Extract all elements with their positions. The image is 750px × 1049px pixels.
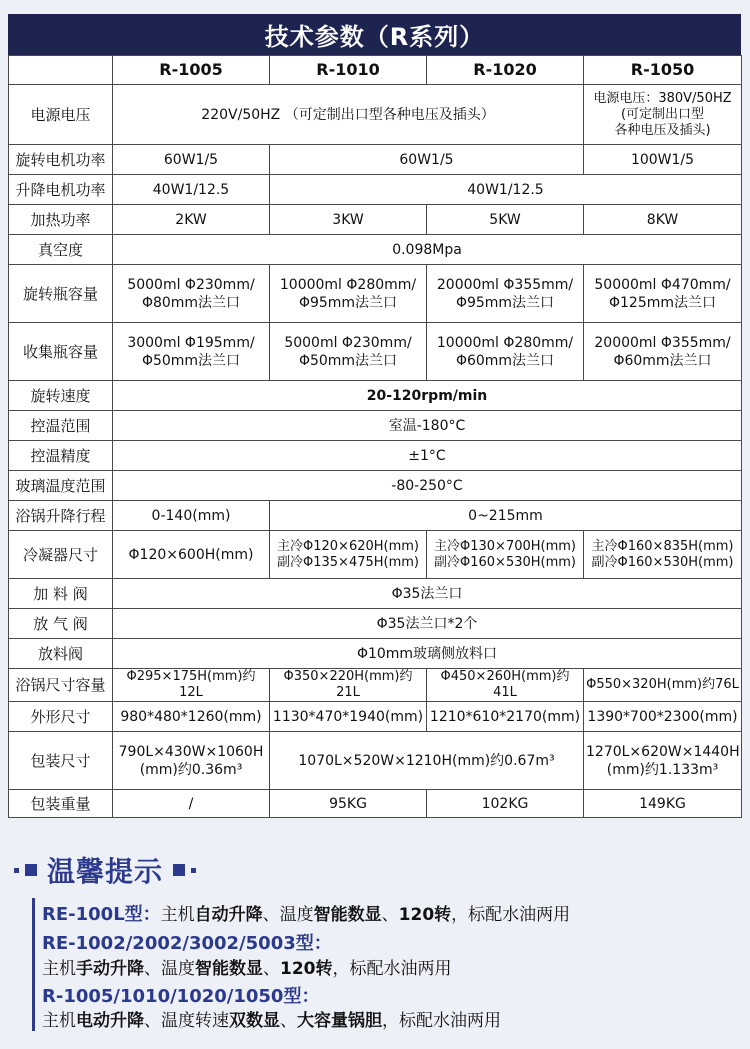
row-label: 电源电压 bbox=[9, 85, 113, 145]
row-label: 真空度 bbox=[9, 235, 113, 265]
table-row bbox=[9, 235, 742, 265]
cell-value bbox=[584, 85, 742, 145]
row-label: 控温精度 bbox=[9, 441, 113, 471]
cell-line: 副冷Φ135×475H(mm) bbox=[277, 554, 419, 570]
table-row bbox=[9, 441, 742, 471]
cell-value bbox=[270, 531, 427, 579]
cell-value: 0~215mm bbox=[270, 501, 742, 531]
table-row bbox=[9, 323, 742, 381]
cell-value: -80-250°C bbox=[113, 471, 742, 501]
table-row bbox=[9, 732, 742, 790]
cell-line: 主冷Φ160×835H(mm) bbox=[591, 538, 734, 554]
row-label: 冷凝器尺寸 bbox=[9, 531, 113, 579]
tips-heading bbox=[14, 852, 196, 888]
tip-text: 、温度 bbox=[262, 905, 314, 925]
tip-text: 、温度 bbox=[144, 959, 195, 979]
cell-value: 1390*700*2300(mm) bbox=[584, 702, 742, 732]
cell-value: 220V/50HZ （可定制出口型各种电压及插头） bbox=[113, 85, 584, 145]
cell-line: 50000ml Φ470mm/ bbox=[594, 276, 731, 293]
cell-line: 1270L×620W×1440H bbox=[586, 743, 740, 760]
cell-value bbox=[113, 323, 270, 381]
cell-line: (mm)约0.36m³ bbox=[139, 761, 243, 778]
row-label: 浴锅尺寸容量 bbox=[9, 669, 113, 702]
cell-value: 8KW bbox=[584, 205, 742, 235]
table-row bbox=[9, 175, 742, 205]
row-label: 包装重量 bbox=[9, 790, 113, 818]
cell-value: 60W1/5 bbox=[113, 145, 270, 175]
tip-note bbox=[42, 1006, 501, 1031]
cell-value bbox=[584, 323, 742, 381]
row-label: 加 料 阀 bbox=[9, 579, 113, 609]
cell-line: (mm)约1.133m³ bbox=[606, 761, 719, 778]
cell-value bbox=[113, 732, 270, 790]
cell-value: Φ35法兰口 bbox=[113, 579, 742, 609]
tip-text: ，标配水油两用 bbox=[332, 959, 452, 979]
cell-value: Φ450×260H(mm)约41L bbox=[427, 669, 584, 702]
tip-note bbox=[42, 982, 319, 1008]
spec-table bbox=[8, 55, 742, 818]
tip-bold: 手动升降 bbox=[76, 959, 144, 979]
cell-value: 0-140(mm) bbox=[113, 501, 270, 531]
cell-line: Φ60mm法兰口 bbox=[613, 352, 712, 369]
table-row bbox=[9, 609, 742, 639]
tip-bold: 智能数显 bbox=[313, 905, 382, 925]
table-row bbox=[9, 85, 742, 145]
table-row bbox=[9, 145, 742, 175]
tip-text: ，标配水油两用 bbox=[451, 905, 571, 925]
cell-line: 20000ml Φ355mm/ bbox=[436, 276, 574, 293]
row-label: 包装尺寸 bbox=[9, 732, 113, 790]
cell-value: Φ295×175H(mm)约12L bbox=[113, 669, 270, 702]
tip-model: RE-1002/2002/3002/5003型： bbox=[42, 933, 332, 954]
table-row bbox=[9, 531, 742, 579]
cell-line: 副冷Φ160×530H(mm) bbox=[591, 554, 734, 570]
table-row bbox=[9, 669, 742, 702]
header-cell: R-1020 bbox=[427, 56, 584, 85]
row-label: 旋转速度 bbox=[9, 381, 113, 411]
table-row bbox=[9, 471, 742, 501]
cell-line: 主冷Φ130×700H(mm) bbox=[434, 538, 576, 554]
bullet-square-icon bbox=[14, 868, 19, 873]
cell-value: 0.098Mpa bbox=[113, 235, 742, 265]
cell-value bbox=[270, 323, 427, 381]
cell-value bbox=[427, 531, 584, 579]
tip-note bbox=[42, 900, 570, 926]
cell-value bbox=[270, 265, 427, 323]
table-title: 技术参数（R系列） bbox=[8, 14, 741, 55]
cell-value: 40W1/12.5 bbox=[270, 175, 742, 205]
cell-line: 电源电压：380V/50HZ bbox=[593, 90, 732, 106]
cell-line: 790L×430W×1060H bbox=[118, 743, 264, 760]
cell-line: Φ60mm法兰口 bbox=[455, 352, 555, 369]
cell-line: Φ50mm法兰口 bbox=[141, 352, 241, 369]
row-label: 旋转瓶容量 bbox=[9, 265, 113, 323]
cell-value: 室温-180°C bbox=[113, 411, 742, 441]
row-label: 收集瓶容量 bbox=[9, 323, 113, 381]
row-label: 加热功率 bbox=[9, 205, 113, 235]
cell-line: Φ95mm法兰口 bbox=[455, 294, 555, 311]
cell-value: 5KW bbox=[427, 205, 584, 235]
tip-text: 、 bbox=[280, 1011, 297, 1031]
cell-value bbox=[427, 323, 584, 381]
tip-note bbox=[42, 929, 332, 955]
row-label: 控温范围 bbox=[9, 411, 113, 441]
tip-text: 、温度转速 bbox=[144, 1011, 229, 1031]
cell-line: 副冷Φ160×530H(mm) bbox=[434, 554, 576, 570]
tip-bold: 120转 bbox=[280, 959, 333, 979]
row-label: 旋转电机功率 bbox=[9, 145, 113, 175]
cell-value: 102KG bbox=[427, 790, 584, 818]
cell-value: 20-120rpm/min bbox=[113, 381, 742, 411]
row-label: 玻璃温度范围 bbox=[9, 471, 113, 501]
cell-line: 10000ml Φ280mm/ bbox=[279, 276, 417, 293]
tip-bold: 120转 bbox=[398, 905, 452, 925]
notes-accent-bar bbox=[32, 898, 35, 1031]
cell-value bbox=[584, 265, 742, 323]
row-label: 浴锅升降行程 bbox=[9, 501, 113, 531]
cell-value: 980*480*1260(mm) bbox=[113, 702, 270, 732]
cell-value: / bbox=[113, 790, 270, 818]
header-cell-empty bbox=[9, 56, 113, 85]
cell-value: 95KG bbox=[270, 790, 427, 818]
tip-bold: 大容量锅胆 bbox=[297, 1011, 382, 1031]
bullet-square-icon bbox=[173, 864, 185, 876]
bullet-square-icon bbox=[25, 864, 37, 876]
cell-value: Φ35法兰口*2个 bbox=[113, 609, 742, 639]
cell-value: Φ350×220H(mm)约21L bbox=[270, 669, 427, 702]
cell-value: 1130*470*1940(mm) bbox=[270, 702, 427, 732]
tip-text: ，标配水油两用 bbox=[382, 1011, 501, 1031]
cell-value bbox=[113, 265, 270, 323]
cell-line: Φ50mm法兰口 bbox=[298, 352, 398, 369]
cell-value: 60W1/5 bbox=[270, 145, 584, 175]
table-row bbox=[9, 265, 742, 323]
row-label: 放 气 阀 bbox=[9, 609, 113, 639]
tip-bold: 自动升降 bbox=[194, 905, 263, 925]
header-cell: R-1050 bbox=[584, 56, 742, 85]
tip-text: 、 bbox=[263, 959, 280, 979]
table-row bbox=[9, 501, 742, 531]
cell-value bbox=[427, 265, 584, 323]
cell-value: 149KG bbox=[584, 790, 742, 818]
header-cell: R-1010 bbox=[270, 56, 427, 85]
cell-value: 100W1/5 bbox=[584, 145, 742, 175]
tip-bold: 电动升降 bbox=[76, 1011, 144, 1031]
row-label: 升降电机功率 bbox=[9, 175, 113, 205]
cell-value: 40W1/12.5 bbox=[113, 175, 270, 205]
cell-line: 各种电压及插头) bbox=[614, 122, 711, 138]
cell-value: Φ550×320H(mm)约76L bbox=[584, 669, 742, 702]
table-row bbox=[9, 639, 742, 669]
tip-model: R-1005/1010/1020/1050型： bbox=[42, 986, 320, 1007]
table-row bbox=[9, 790, 742, 818]
cell-line: Φ95mm法兰口 bbox=[298, 294, 398, 311]
cell-value bbox=[584, 732, 742, 790]
table-row bbox=[9, 702, 742, 732]
table-row bbox=[9, 579, 742, 609]
cell-line: 5000ml Φ230mm/ bbox=[127, 276, 255, 293]
cell-line: Φ125mm法兰口 bbox=[608, 294, 717, 311]
tip-note bbox=[42, 954, 452, 979]
bullet-square-icon bbox=[191, 868, 196, 873]
cell-value: 2KW bbox=[113, 205, 270, 235]
cell-line: Φ80mm法兰口 bbox=[141, 294, 241, 311]
tip-text: 主机 bbox=[42, 1011, 76, 1031]
table-header-row bbox=[9, 56, 742, 85]
table-row bbox=[9, 381, 742, 411]
table-row bbox=[9, 411, 742, 441]
cell-value: Φ120×600H(mm) bbox=[113, 531, 270, 579]
cell-value: 1210*610*2170(mm) bbox=[427, 702, 584, 732]
cell-line: 3000ml Φ195mm/ bbox=[127, 334, 255, 351]
tip-model: RE-100L型： bbox=[42, 904, 161, 925]
cell-value: ±1°C bbox=[113, 441, 742, 471]
tip-bold: 双数显 bbox=[229, 1011, 280, 1031]
tip-text: 主机 bbox=[42, 959, 76, 979]
header-cell: R-1005 bbox=[113, 56, 270, 85]
tip-bold: 智能数显 bbox=[195, 959, 263, 979]
tip-text: 主机 bbox=[160, 905, 195, 925]
cell-line: 5000ml Φ230mm/ bbox=[284, 334, 412, 351]
cell-value: 3KW bbox=[270, 205, 427, 235]
row-label: 放料阀 bbox=[9, 639, 113, 669]
row-label: 外形尺寸 bbox=[9, 702, 113, 732]
cell-line: 20000ml Φ355mm/ bbox=[594, 334, 731, 351]
cell-value bbox=[584, 531, 742, 579]
cell-value: 1070L×520W×1210H(mm)约0.67m³ bbox=[270, 732, 584, 790]
tip-text: 、 bbox=[381, 905, 399, 925]
cell-line: (可定制出口型 bbox=[620, 106, 705, 122]
tips-title: 温馨提示 bbox=[47, 855, 164, 888]
cell-line: 主冷Φ120×620H(mm) bbox=[277, 538, 419, 554]
table-row bbox=[9, 205, 742, 235]
cell-line: 10000ml Φ280mm/ bbox=[436, 334, 574, 351]
cell-value: Φ10mm玻璃侧放料口 bbox=[113, 639, 742, 669]
